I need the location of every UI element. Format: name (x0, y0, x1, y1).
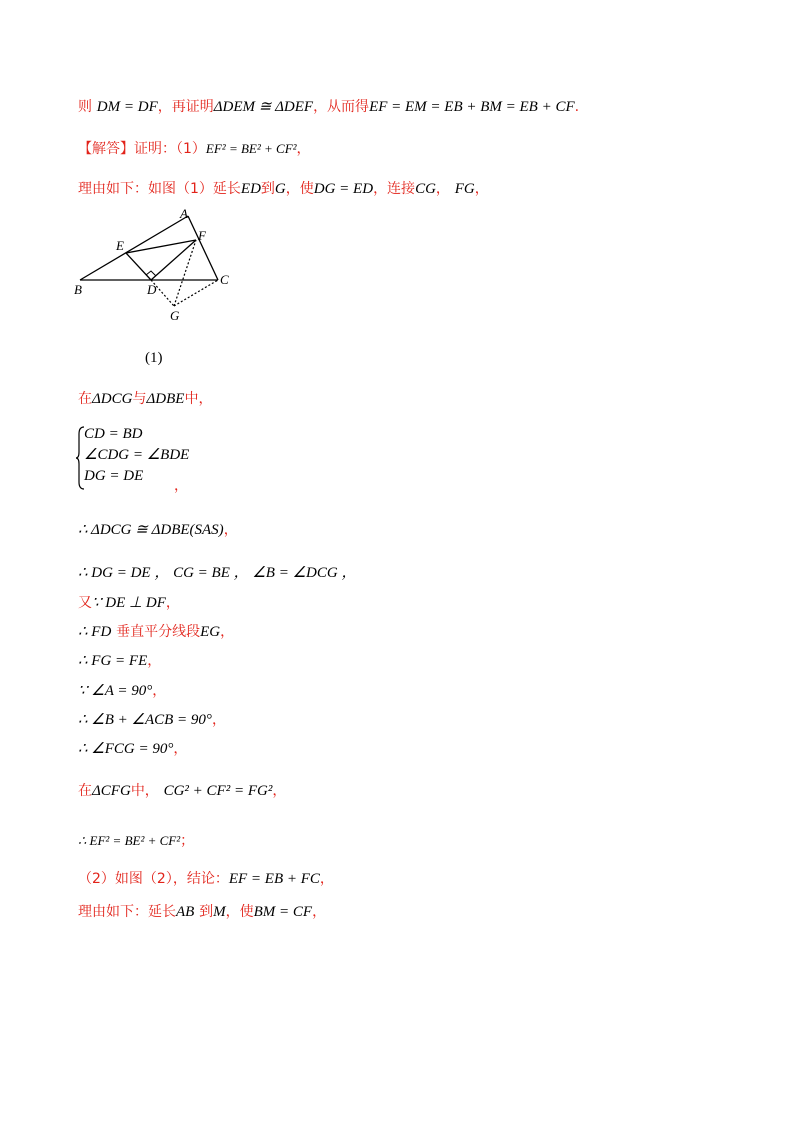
text: 到 (199, 904, 214, 920)
text: ，连接 (373, 181, 416, 197)
text: 在 (78, 391, 92, 407)
math: M (213, 904, 226, 920)
text: ， (165, 595, 180, 611)
math: ΔDCG (92, 391, 133, 407)
text: 又 (78, 595, 92, 611)
text-line-4 (78, 388, 212, 409)
text: ， (220, 624, 235, 640)
text: ， (211, 712, 226, 728)
text: 中， (184, 391, 213, 407)
label-F: F (198, 228, 206, 243)
math: G (274, 181, 286, 197)
math: CG (415, 181, 436, 197)
segment-BA (80, 216, 188, 280)
label-C: C (220, 272, 229, 287)
math: AB (176, 904, 195, 920)
text-line-11 (78, 709, 226, 730)
math: DG = ED (313, 181, 374, 197)
text: 理由如下：如图（1）延长 (78, 181, 241, 197)
math: ED (240, 181, 261, 197)
label-B: B (74, 282, 82, 297)
math: EF = EB + FC (228, 871, 320, 887)
equation-row: CD = BD (84, 426, 143, 442)
math: ∴ FD (78, 624, 112, 640)
math: ∴ ∠B + ∠ACB = 90° (78, 712, 212, 728)
text: ，再证明 (157, 99, 214, 115)
text: ，从而得 (313, 99, 370, 115)
text: ，使 (285, 181, 314, 197)
math: BM = CF (253, 904, 313, 920)
text-line-6 (78, 562, 356, 583)
math: ΔCFG (92, 783, 131, 799)
text-line-12 (78, 738, 187, 759)
text: ， (223, 522, 238, 538)
math: CG² + CF² = FG² (163, 783, 273, 799)
math: EF = EM = EB + BM = EB + CF (369, 99, 575, 115)
text: ，使 (225, 904, 254, 920)
math: ∴ ∠FCG = 90° (78, 741, 174, 757)
geometry-figure (70, 200, 240, 330)
segment-GC (174, 280, 218, 306)
solution-heading: 【解答】证明：（1） (78, 141, 206, 157)
text: 与 (132, 391, 147, 407)
text: ， (474, 181, 489, 197)
text-line-7 (78, 592, 180, 613)
text: ， (173, 741, 188, 757)
text: ， (435, 181, 450, 197)
equation-system (76, 424, 216, 494)
text-line-14 (78, 830, 194, 851)
text: ， (272, 783, 287, 799)
text-line-3 (78, 178, 489, 199)
text: ， (312, 904, 327, 920)
label-A: A (180, 206, 188, 221)
text: 中， (130, 783, 159, 799)
text-line-5 (78, 519, 238, 540)
text: ， (296, 141, 311, 157)
text-comma: ， (174, 478, 188, 494)
math: ∴ DG = DE ， CG = BE ， ∠B = ∠DCG ， (78, 565, 357, 581)
math: ∴ EF² = BE² + CF² (78, 833, 181, 848)
text: ； (180, 833, 195, 849)
text-line-8 (78, 621, 234, 642)
label-G: G (170, 308, 180, 323)
text: 在 (78, 783, 92, 799)
math: ∵ ∠A = 90° (78, 683, 153, 699)
text: ， (152, 683, 167, 699)
math: EG (200, 624, 221, 640)
text: （2）如图（2），结论： (78, 871, 229, 887)
text-line-10 (78, 680, 166, 701)
equation-row: DG = DE (84, 468, 144, 484)
segment-ED (126, 253, 151, 280)
text: 则 (78, 99, 92, 115)
right-angle-mark (146, 271, 156, 276)
math: EF² = BE² + CF² (205, 141, 297, 156)
math: ΔDEM ≅ ΔDEF (213, 99, 314, 115)
text-line-2 (78, 138, 311, 159)
label-D: D (147, 282, 157, 297)
math: ΔDBE (146, 391, 185, 407)
equation-row: ∠CDG = ∠BDE (84, 447, 190, 463)
label-E: E (116, 238, 124, 253)
math: ∴ FG = FE (78, 653, 148, 669)
text: 理由如下：延长 (78, 904, 176, 920)
text-line-1 (78, 96, 579, 117)
text: 垂直平分线段 (116, 624, 201, 640)
text-line-15 (78, 868, 334, 889)
math: DM = DF (96, 99, 158, 115)
text-line-13 (78, 780, 286, 801)
text-line-16 (78, 901, 326, 922)
text: ， (147, 653, 162, 669)
text: ， (319, 871, 334, 887)
math: ∴ ΔDCG ≅ ΔDBE(SAS) (78, 522, 224, 538)
math: FG (454, 181, 475, 197)
text: . (574, 99, 580, 115)
math: ∵ DE ⊥ DF (92, 595, 166, 611)
text-line-9 (78, 650, 161, 671)
segment-AC (188, 216, 218, 280)
text: 到 (260, 181, 275, 197)
figure-caption: (1) (145, 350, 163, 366)
